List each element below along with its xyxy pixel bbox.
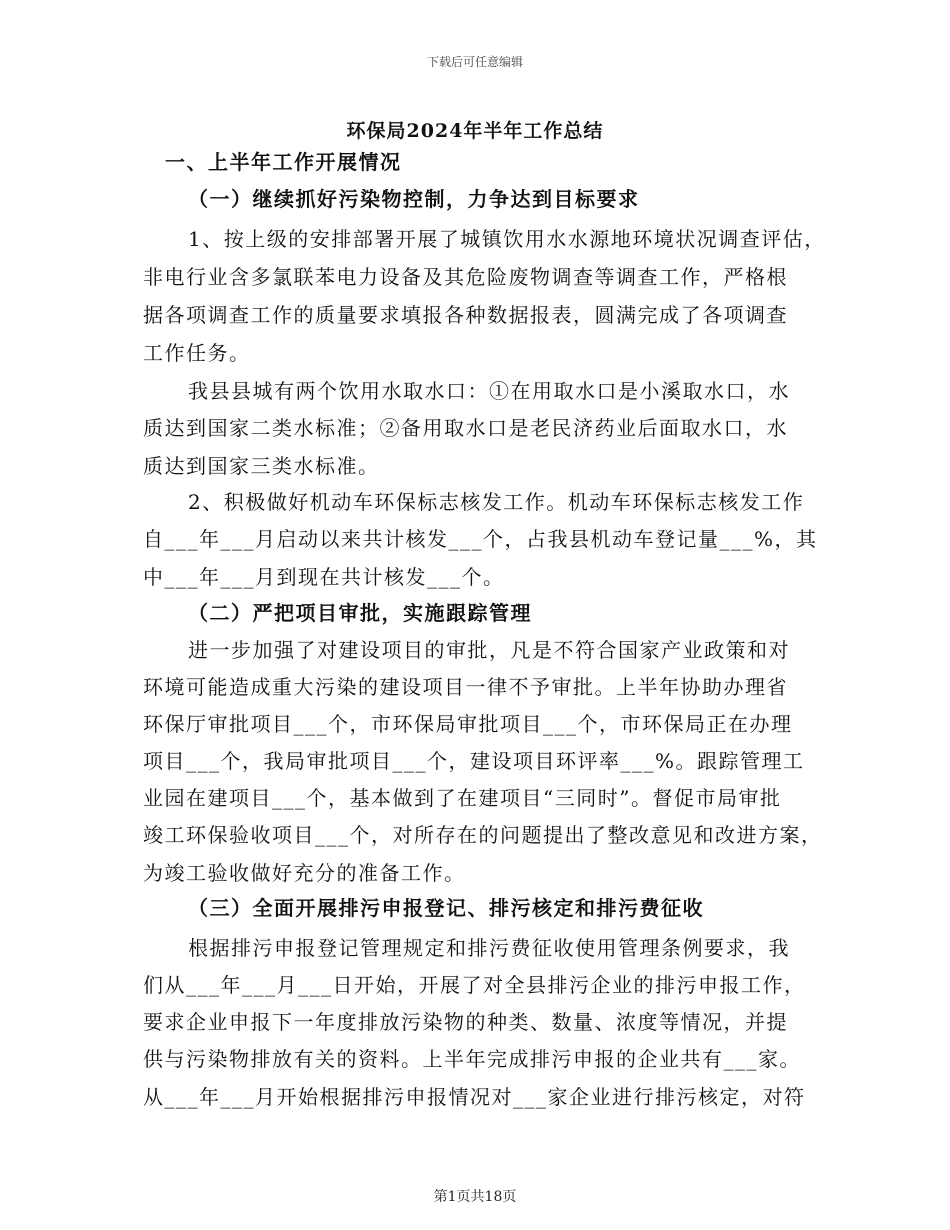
paragraph-line: 环境可能造成重大污染的建设项目一律不予审批。上半年协助办理省 [143, 675, 788, 699]
paragraph-line: 据各项调查工作的质量要求填报各种数据报表，圆满完成了各项调查 [143, 303, 788, 327]
paragraph-line: 环保厅审批项目___个，市环保局审批项目___个，市环保局正在办理 [143, 712, 793, 736]
paragraph-line: 根据排污申报登记管理规定和排污费征收使用管理条例要求，我 [188, 936, 790, 960]
paragraph-line: 质达到国家三类水标准。 [143, 454, 380, 478]
paragraph-line: 自___年___月启动以来共计核发___个，占我县机动车登记量___%，其 [143, 527, 818, 551]
paragraph-line: 项目___个，我局审批项目___个，建设项目环评率___%。跟踪管理工 [143, 749, 805, 773]
paragraph-line: 从___年___月开始根据排污申报情况对___家企业进行排污核定，对符 [143, 1085, 806, 1109]
page-footer: 第1页共18页 [433, 1189, 517, 1205]
paragraph-line: 非电行业含多氯联苯电力设备及其危险废物调查等调查工作，严格根 [143, 265, 788, 289]
paragraph-line: 2、积极做好机动车环保标志核发工作。机动车环保标志核发工作 [188, 490, 805, 514]
paragraph-line: 竣工环保验收项目___个，对所存在的问题提出了整改意见和改进方案， [143, 823, 823, 847]
paragraph-line: 们从___年___月___日开始，开展了对全县排污企业的排污申报工作， [143, 973, 806, 997]
paragraph-line: 中___年___月到现在共计核发___个。 [143, 565, 505, 589]
section-heading-1: 一、上半年工作开展情况 [165, 150, 402, 174]
paragraph-line: 要求企业申报下一年度排放污染物的种类、数量、浓度等情况，并提 [143, 1010, 788, 1034]
paragraph-line: 供与污染物排放有关的资料。上半年完成排污申报的企业共有___家。 [143, 1047, 801, 1071]
paragraph-line: 质达到国家二类水标准；②备用取水口是老民济药业后面取水口，水 [143, 416, 788, 440]
subsection-heading-2: （二）严把项目审批，实施跟踪管理 [188, 601, 532, 625]
paragraph-line: 工作任务。 [143, 341, 251, 365]
subsection-heading-3: （三）全面开展排污申报登记、排污核定和排污费征收 [188, 896, 704, 920]
document-title: 环保局2024年半年工作总结 [346, 120, 604, 142]
paragraph-line: 进一步加强了对建设项目的审批，凡是不符合国家产业政策和对 [188, 638, 790, 662]
paragraph-line: 我县县城有两个饮用水取水口：①在用取水口是小溪取水口，水 [188, 379, 790, 403]
paragraph-line: 为竣工验收做好充分的准备工作。 [143, 861, 466, 885]
header-note: 下载后可任意编辑 [426, 55, 523, 69]
subsection-heading-1: （一）继续抓好污染物控制，力争达到目标要求 [188, 187, 640, 211]
paragraph-line: 业园在建项目___个，基本做到了在建项目“三同时”。督促市局审批 [143, 786, 782, 810]
paragraph-line: 1、按上级的安排部署开展了城镇饮用水水源地环境状况调查评估， [188, 227, 826, 251]
